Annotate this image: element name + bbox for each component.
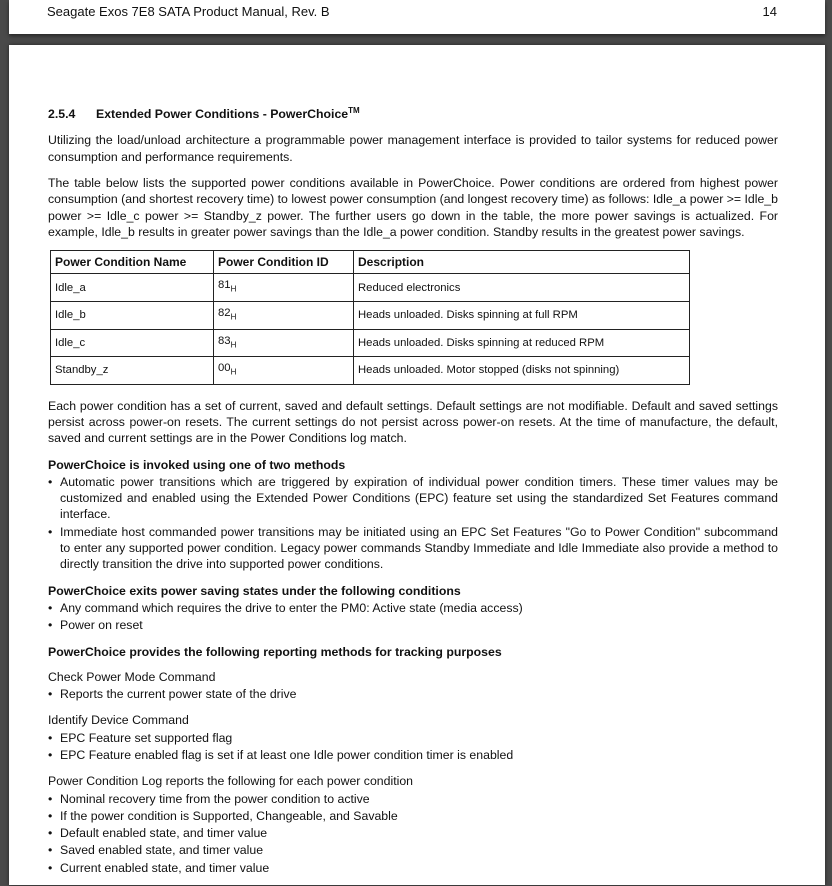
condition-name: Idle_c	[51, 329, 214, 357]
condition-id: $81_H$	[214, 274, 354, 302]
exits-heading: PowerChoice exits power saving states under the following conditions	[48, 583, 461, 598]
condition-name: Idle_a	[51, 274, 214, 302]
table-intro-paragraph: The table below lists the supported power conditions available in PowerChoice. Power conditions are ordered from highest power consumption (and shortest recovery time) to lowest power consumption (and longest recovery time) as follows: Idle_a power >= Idle_b power >= Idle_c power >= Standby_z power. The further users go down in the table, the more power savings is actualized. For example, Idle_b results in greater power savings than the Idle_a power condition. Standby results in the greatest power savings.	[48, 175, 778, 239]
previous-page	[9, 0, 825, 34]
list-item: • Any command which requires the drive to enter the PM0: Active state (media access)	[48, 600, 778, 616]
condition-name: Idle_b	[51, 302, 214, 330]
table-row	[51, 302, 690, 330]
power-condition-log-list	[48, 791, 778, 876]
list-item: • EPC Feature set supported flag	[48, 730, 778, 746]
condition-id: $82_H$	[214, 302, 354, 330]
check-power-title: Check Power Mode Command	[48, 669, 216, 684]
condition-name: Standby_z	[51, 357, 214, 385]
check-power-list	[48, 686, 778, 702]
list-item: • Automatic power transitions which are triggered by expiration of individual power condition timers. These timer values may be customized and enabled using the Extended Power Conditions (EPC) feature set using the standardized Set Features command interface.	[48, 474, 778, 523]
list-item: • Current enabled state, and timer value	[48, 860, 778, 876]
intro-paragraph: Utilizing the load/unload architecture a programmable power management interface is provided to tailor systems for reduced power consumption and performance requirements.	[48, 133, 778, 164]
power-conditions-table	[50, 250, 690, 384]
identify-device-title: Identify Device Command	[48, 713, 189, 728]
condition-description: Heads unloaded. Disks spinning at reduced RPM	[354, 329, 690, 357]
table-header-row	[51, 251, 690, 274]
section-number: 2.5.4	[48, 107, 76, 122]
trademark: TM	[348, 106, 360, 115]
condition-id: $83_H$	[214, 329, 354, 357]
settings-paragraph: Each power condition has a set of current, saved and default settings. Default settings are not modifiable. Default and saved settings persist across power-on resets. The current settings do not persist across power-on resets. At the time of manufacture, the default, saved and current settings are in the Power Conditions log match.	[48, 398, 778, 446]
document-title: Seagate Exos 7E8 SATA Product Manual, Rev. B	[47, 4, 330, 19]
list-item: • Saved enabled state, and timer value	[48, 842, 778, 858]
list-item: • EPC Feature enabled flag is set if at least one Idle power condition timer is enabled	[48, 747, 778, 763]
column-header: Power Condition ID	[214, 251, 354, 274]
reporting-heading: PowerChoice provides the following reporting methods for tracking purposes	[48, 644, 502, 659]
table-row	[51, 357, 690, 385]
condition-description: Reduced electronics	[354, 274, 690, 302]
section-title: Extended Power Conditions - PowerChoice	[96, 107, 349, 122]
section-heading	[48, 103, 778, 122]
condition-id: $00_H$	[214, 357, 354, 385]
list-item: • Nominal recovery time from the power condition to active	[48, 791, 778, 807]
table-row	[51, 329, 690, 357]
page-number: 14	[762, 4, 777, 19]
exits-list	[48, 600, 778, 634]
list-item: • Immediate host commanded power transitions may be initiated using an EPC Set Features "Go to Power Condition" subcommand to enter any supported power condition. Legacy power commands Standby Immediate and Idle Immediate also provide a method to directly transition the drive into supported power conditions.	[48, 524, 778, 573]
list-item: • Reports the current power state of the drive	[48, 686, 778, 702]
condition-description: Heads unloaded. Disks spinning at full RPM	[354, 302, 690, 330]
page-content	[48, 103, 778, 886]
list-item: • If the power condition is Supported, Changeable, and Savable	[48, 808, 778, 824]
condition-description: Heads unloaded. Motor stopped (disks not spinning)	[354, 357, 690, 385]
list-item: • Power on reset	[48, 617, 778, 633]
column-header: Description	[354, 251, 690, 274]
table-row	[51, 274, 690, 302]
identify-device-list	[48, 730, 778, 764]
power-condition-log-title: Power Condition Log reports the following for each power condition	[48, 774, 414, 789]
invoked-list	[48, 474, 778, 573]
list-item: • Default enabled state, and timer value	[48, 825, 778, 841]
current-page	[9, 45, 825, 885]
invoked-heading: PowerChoice is invoked using one of two methods	[48, 457, 346, 472]
column-header: Power Condition Name	[51, 251, 214, 274]
